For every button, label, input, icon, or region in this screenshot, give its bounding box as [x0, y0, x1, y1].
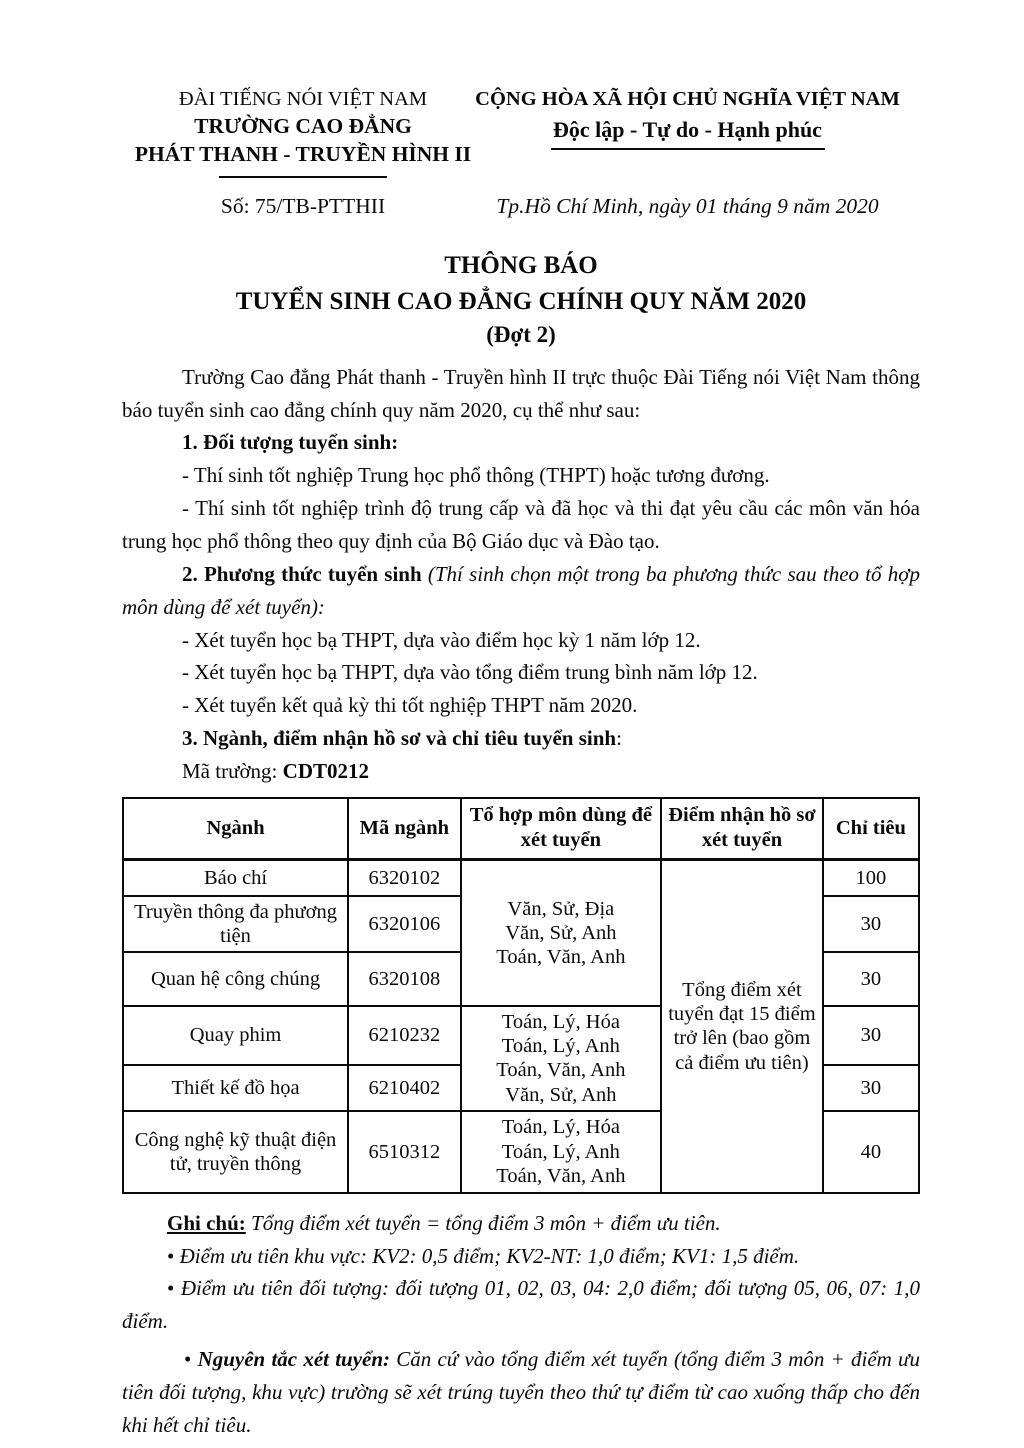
major-name: Truyền thông đa phương tiện	[123, 896, 348, 952]
note-ghichu	[122, 1207, 920, 1240]
section3-heading-colon: :	[616, 726, 622, 751]
major-code: 6320102	[348, 860, 461, 896]
col-header-quota: Chỉ tiêu	[823, 798, 919, 860]
school-code-line	[122, 755, 920, 788]
bullet-icon: •	[167, 1243, 175, 1268]
doc-title-line1: THÔNG BÁO	[444, 252, 598, 279]
combo-line: Văn, Sử, Anh	[505, 921, 617, 944]
col-header-code: Mã ngành	[348, 798, 461, 860]
combo-line: Toán, Lý, Anh	[501, 1035, 620, 1058]
section1-heading-text: 1. Đối tượng tuyển sinh:	[182, 430, 399, 455]
note-subject-priority	[122, 1272, 920, 1338]
national-title: CỘNG HÒA XÃ HỘI CHỦ NGHĨA VIỆT NAM	[475, 88, 900, 110]
note-region-priority	[122, 1240, 920, 1273]
combo-line: Toán, Văn, Anh	[496, 946, 626, 969]
national-motto-block	[455, 86, 920, 150]
major-quota: 100	[823, 860, 919, 896]
major-name: Công nghệ kỹ thuật điện tử, truyền thông	[123, 1111, 348, 1193]
major-code: 6210402	[348, 1065, 461, 1111]
admissions-table	[122, 797, 920, 1194]
ghichu-text: Tổng điểm xét tuyển = tổng điểm 3 môn + điểm ưu tiên.	[245, 1210, 721, 1235]
combo-line: Toán, Lý, Anh	[501, 1140, 620, 1163]
combo-line: Toán, Văn, Anh	[496, 1164, 626, 1187]
section2-heading	[122, 558, 920, 624]
principle-text: Căn cứ vào tổng điểm xét tuyển (tổng điểm 3 môn + điểm ưu tiên đối tượng, khu vực) trường sẽ xét trúng tuyển theo thứ tự điểm từ cao xuống thấp cho đến khi hết chỉ tiêu.	[122, 1347, 921, 1437]
school-name-line1: TRƯỜNG CAO ĐẲNG	[194, 113, 412, 138]
org-underline	[219, 176, 387, 178]
major-code: 6320106	[348, 896, 461, 952]
bullet-icon: •	[184, 1347, 192, 1372]
combo-line: Văn, Sử, Anh	[505, 1083, 617, 1106]
section2-heading-note: (Thí sinh chọn một trong ba phương thức sau theo tổ hợp môn dùng để xét tuyển):	[122, 561, 920, 619]
note-principle	[122, 1343, 920, 1442]
section1-item-1: - Thí sinh tốt nghiệp Trung học phổ thông (THPT) hoặc tương đương.	[182, 463, 770, 488]
major-name: Thiết kế đồ họa	[123, 1065, 348, 1111]
doc-title-block	[122, 248, 920, 352]
major-quota: 40	[823, 1111, 919, 1193]
place-date: Tp.Hồ Chí Minh, ngày 01 tháng 9 năm 2020	[496, 194, 879, 218]
section2-item-2: - Xét tuyển học bạ THPT, dựa vào tổng điểm trung bình năm lớp 12.	[182, 660, 758, 685]
section1-item-2: - Thí sinh tốt nghiệp trình độ trung cấp và đã học và thi đạt yêu cầu các môn văn hóa trung học phổ thông theo quy định của Bộ Giáo dục và Đào tạo.	[122, 496, 920, 553]
major-code: 6210232	[348, 1006, 461, 1065]
combo-line: Toán, Lý, Hóa	[501, 1116, 620, 1139]
section3-heading	[122, 722, 920, 755]
principle-label: Nguyên tắc xét tuyển:	[191, 1347, 397, 1372]
major-name: Quan hệ công chúng	[123, 952, 348, 1006]
col-header-score: Điểm nhận hồ sơ xét tuyển	[661, 798, 823, 860]
issuing-org-block	[122, 86, 484, 178]
table-header-row	[123, 798, 919, 860]
subject-priority-text: Điểm ưu tiên đối tượng: đối tượng 01, 02, 03, 04: 2,0 điểm; đối tượng 05, 06, 07: 1,0 điểm.	[122, 1276, 920, 1334]
doc-title-line3: (Đợt 2)	[486, 322, 556, 347]
major-quota: 30	[823, 1006, 919, 1065]
major-code: 6510312	[348, 1111, 461, 1193]
col-header-major: Ngành	[123, 798, 348, 860]
doc-number: Số: 75/TB-PTTHII	[220, 194, 386, 218]
combo-group-1	[461, 860, 662, 1006]
section2-item-3: - Xét tuyển kết quả kỳ thi tốt nghiệp THPT năm 2020.	[182, 693, 638, 718]
letterhead	[122, 86, 920, 182]
major-quota: 30	[823, 896, 919, 952]
motto-underline	[551, 148, 825, 150]
school-name-line2: PHÁT THANH - TRUYỀN HÌNH II	[134, 141, 472, 166]
intro-paragraph: Trường Cao đẳng Phát thanh - Truyền hình II trực thuộc Đài Tiếng nói Việt Nam thông báo tuyển sinh cao đẳng chính quy năm 2020, cụ thể như sau:	[122, 364, 920, 422]
combo-group-2	[461, 1006, 662, 1111]
national-motto: Độc lập - Tự do - Hạnh phúc	[553, 116, 822, 142]
section3-heading-text: 3. Ngành, điểm nhận hồ sơ và chỉ tiêu tuyển sinh	[182, 726, 617, 751]
doc-meta-row	[122, 194, 920, 228]
school-code-value: CDT0212	[282, 758, 369, 783]
region-priority-text: Điểm ưu tiên khu vực: KV2: 0,5 điểm; KV2-NT: 1,0 điểm; KV1: 1,5 điểm.	[174, 1243, 800, 1268]
combo-group-3	[461, 1111, 662, 1193]
combo-line: Toán, Văn, Anh	[496, 1059, 626, 1082]
section2-item-1: - Xét tuyển học bạ THPT, dựa vào điểm học kỳ 1 năm lớp 12.	[182, 627, 701, 652]
table-row	[123, 860, 919, 896]
combo-line: Toán, Lý, Hóa	[501, 1010, 620, 1033]
major-quota: 30	[823, 1065, 919, 1111]
section2-heading-text: 2. Phương thức tuyển sinh	[182, 561, 422, 586]
doc-title-line2: TUYỂN SINH CAO ĐẲNG CHÍNH QUY NĂM 2020	[235, 287, 807, 315]
major-name: Quay phim	[123, 1006, 348, 1065]
school-code-label: Mã trường:	[182, 758, 283, 783]
score-requirement-cell: Tổng điểm xét tuyển đạt 15 điểm trở lên (bao gồm cả điểm ưu tiên)	[661, 860, 823, 1193]
major-quota: 30	[823, 952, 919, 1006]
ghichu-label: Ghi chú:	[167, 1210, 246, 1235]
section1-heading	[122, 426, 920, 459]
major-name: Báo chí	[123, 860, 348, 896]
parent-org-name: ĐÀI TIẾNG NÓI VIỆT NAM	[178, 88, 428, 110]
bullet-icon: •	[167, 1276, 175, 1301]
major-code: 6320108	[348, 952, 461, 1006]
combo-line: Văn, Sử, Địa	[507, 897, 615, 920]
col-header-combo: Tổ hợp môn dùng để xét tuyển	[461, 798, 662, 860]
